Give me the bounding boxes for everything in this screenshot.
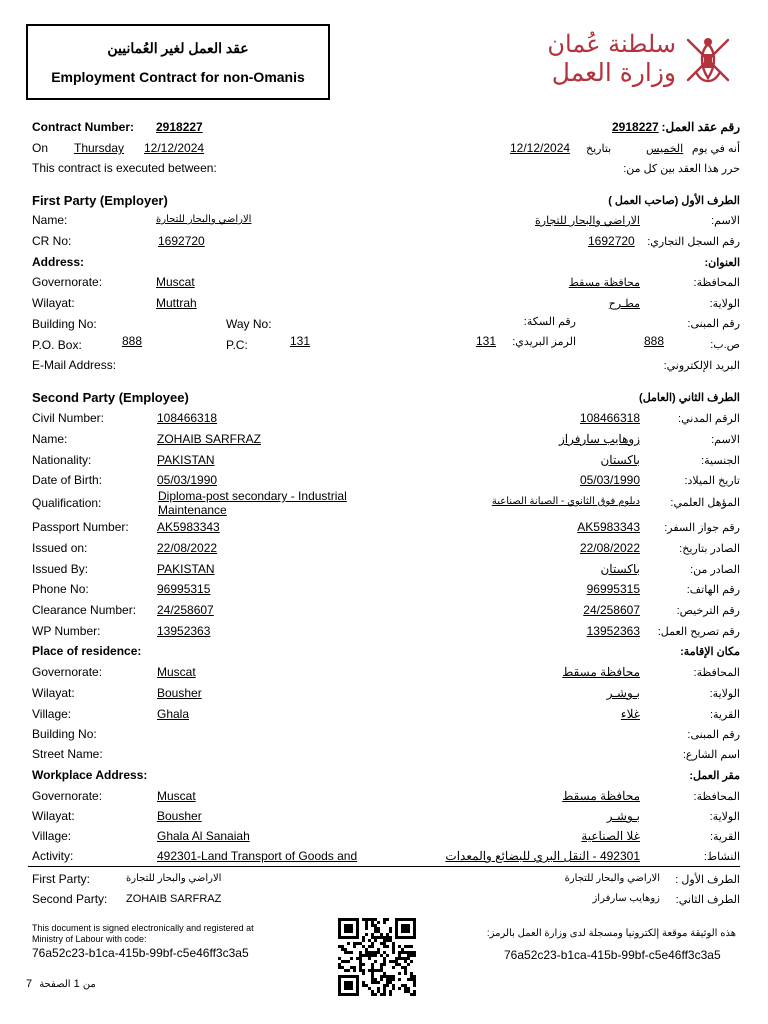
fp-pc-label-ar: الرمز البريدي: (512, 336, 576, 348)
field-label: Passport Number: (32, 520, 129, 534)
signed-note-line2: Ministry of Labour with code: (32, 934, 147, 944)
fp-name-label: Name: (32, 213, 68, 227)
fp-pobox-value-ar: 888 (644, 334, 665, 348)
field-label-ar: الرقم المدني: (678, 413, 740, 425)
field-value: Ghala Al Sanaiah (157, 829, 250, 843)
field-value: 24/258607 (157, 603, 214, 618)
date-value: 12/12/2024 (144, 141, 205, 155)
fp-cr-label-ar: رقم السجل التجاري: (647, 236, 740, 248)
fp-wilayat-label-ar: الولاية: (709, 298, 740, 310)
field-label-ar: الاسم: (711, 433, 740, 446)
title-box (26, 24, 330, 100)
day-value: Thursday (74, 141, 125, 155)
field-label-ar: الصادر بتاريخ: (679, 542, 740, 555)
field-value: 05/03/1990 (157, 473, 218, 488)
contract-number-label-ar: رقم عقد العمل: (661, 120, 740, 134)
registration-code-ar: 76a52c23-b1ca-415b-99bf-c5e46ff3c3a5 (504, 948, 721, 962)
fp-pc-value: 131 (290, 334, 311, 348)
field-label-ar: رقم تصريح العمل: (657, 626, 740, 638)
field-label-ar: القرية: (709, 708, 740, 721)
footer-first-party-label: First Party: (32, 872, 91, 886)
fp-cr-label: CR No: (32, 234, 72, 248)
field-value-ar: 22/08/2022 (579, 540, 640, 555)
qualification-label-ar: المؤهل العلمي: (670, 497, 740, 509)
field-value: 492301-Land Transport of Goods and (157, 849, 358, 863)
page-indicator (26, 978, 96, 990)
residence-heading-ar: مكان الإقامة: (680, 646, 740, 658)
workplace-heading-ar: مقر العمل: (689, 770, 740, 782)
field-value: 108466318 (157, 411, 218, 425)
fp-pc-label: P.C: (226, 338, 248, 352)
field-label: WP Number: (32, 624, 101, 638)
page-of-label: من (82, 979, 96, 990)
qualification-value-line1: Diploma-post secondary - Industrial (158, 489, 347, 503)
fp-pobox-value: 888 (122, 334, 143, 348)
field-label: Wilayat: (32, 809, 75, 823)
logo-text-line1: سلطنة عُمان (547, 30, 676, 58)
res-street-label: Street Name: (32, 747, 103, 761)
field-label: Nationality: (32, 452, 92, 467)
field-value: 96995315 (157, 582, 211, 597)
field-value-ar: غلاء (620, 706, 640, 721)
logo-text-line2: وزارة العمل (551, 58, 676, 87)
field-value: 13952363 (157, 624, 211, 638)
field-label-ar: رقم جواز السفر: (664, 522, 740, 534)
field-value-ar: 492301 - النقل البري للبضائع والمعدات (445, 849, 640, 863)
res-street-label-ar: اسم الشارع: (682, 749, 740, 761)
page-total: 7 (26, 978, 33, 990)
page-current: 1 (73, 978, 80, 990)
res-building-label-ar: رقم المبنى: (687, 729, 740, 741)
fp-governorate-value: Muscat (156, 275, 195, 289)
field-value-ar: 24/258607 (583, 603, 640, 618)
signed-note-ar: هذه الوثيقة موقعة إلكترونيا ومسجلة لدى وزارة العمل بالرمز: (486, 928, 736, 939)
field-label: Date of Birth: (32, 473, 103, 488)
footer-first-party-label-ar: الطرف الأول : (675, 874, 740, 886)
field-value-ar: 96995315 (586, 582, 640, 597)
qualification-label: Qualification: (32, 496, 102, 510)
fp-pobox-label-ar: ص.ب: (710, 339, 740, 351)
field-label-ar: الصادر من: (690, 563, 740, 576)
field-label: Governorate: (32, 789, 103, 803)
field-value: Muscat (157, 665, 196, 679)
on-label: On (32, 141, 49, 155)
field-label: Clearance Number: (32, 603, 137, 618)
residence-heading: Place of residence: (32, 644, 142, 658)
second-party-heading: Second Party (Employee) (32, 390, 189, 405)
contract-number-value: 2918227 (156, 120, 203, 134)
field-value-ar: 108466318 (579, 411, 640, 425)
field-value: AK5983343 (157, 520, 220, 534)
field-label-ar: المحافظة: (693, 791, 740, 803)
field-label-ar: تاريخ الميلاد: (684, 475, 740, 488)
registration-code: 76a52c23-b1ca-415b-99bf-c5e46ff3c3a5 (32, 946, 249, 960)
contract-number-value-ar: 2918227 (612, 120, 659, 134)
field-label: Activity: (32, 849, 74, 863)
oman-emblem-icon (682, 30, 734, 88)
footer-second-party-value: ZOHAIB SARFRAZ (126, 893, 222, 905)
field-value-ar: 05/03/1990 (579, 473, 640, 488)
footer-second-party-label-ar: الطرف الثاني: (675, 894, 740, 906)
field-label-ar: الولاية: (709, 811, 740, 823)
fp-way-label-ar: رقم السكة: (523, 316, 576, 328)
footer-second-party-label: Second Party: (32, 892, 108, 906)
fp-wilayat-label: Wilayat: (32, 296, 75, 310)
field-label-ar: رقم الهاتف: (686, 584, 740, 597)
field-label: Civil Number: (32, 411, 105, 425)
field-label: Phone No: (32, 582, 89, 597)
fp-governorate-value-ar: محافظة مسقط (568, 277, 640, 289)
field-value-ar: AK5983343 (577, 520, 640, 534)
field-label-ar: الجنسية: (701, 454, 740, 467)
field-label: Village: (32, 829, 72, 843)
field-value-ar: 13952363 (586, 624, 640, 638)
field-value-ar: بـوشـر (606, 685, 640, 700)
field-value: 22/08/2022 (157, 540, 218, 555)
fp-address-label: Address: (32, 255, 85, 269)
fp-name-value: الاراضي والبحار للتجارة (156, 214, 252, 225)
day-value-ar: الخميس (646, 143, 684, 155)
title-arabic: عقد العمل لغير العُمانيين (107, 40, 249, 56)
field-label: Village: (32, 706, 72, 721)
fp-wilayat-value: Muttrah (156, 296, 197, 310)
field-label-ar: القرية: (709, 831, 740, 843)
field-value: Bousher (157, 809, 202, 823)
date-label-ar: بتاريخ (586, 143, 612, 155)
footer-first-party-value-ar: الاراضي والبحار للتجارة (564, 873, 660, 884)
field-label: Issued By: (32, 561, 89, 576)
fp-pobox-label: P.O. Box: (32, 338, 82, 352)
fp-cr-value: 1692720 (158, 234, 205, 248)
fp-pc-value-ar: 131 (476, 334, 497, 348)
footer-divider (28, 866, 740, 867)
first-party-heading-ar: الطرف الأول (صاحب العمل ) (608, 195, 740, 207)
field-value-ar: بـوشـر (606, 809, 640, 823)
qualification-value-line2: Maintenance (158, 503, 227, 517)
field-value: PAKISTAN (157, 561, 215, 576)
res-building-label: Building No: (32, 727, 97, 741)
ministry-logo (526, 28, 742, 90)
title-english: Employment Contract for non-Omanis (51, 69, 305, 85)
field-value: ZOHAIB SARFRAZ (157, 431, 262, 446)
fp-governorate-label: Governorate: (32, 275, 103, 289)
fp-email-label-ar: البريد الإلكتروني: (663, 360, 740, 372)
fp-name-label-ar: الاسم: (711, 215, 740, 227)
footer-second-party-value-ar: زوهايب سارفراز (592, 893, 660, 904)
field-value-ar: محافظة مسقط (562, 789, 640, 803)
fp-name-value-ar: الاراضي والبحار للتجارة (535, 215, 640, 227)
field-label-ar: الولاية: (709, 687, 740, 700)
field-label-ar: المحافظة: (693, 667, 740, 679)
second-party-heading-ar: الطرف الثاني (العامل) (639, 392, 740, 404)
contract-number-label: Contract Number: (32, 120, 135, 134)
fp-cr-value-ar: 1692720 (588, 234, 635, 248)
fp-governorate-label-ar: المحافظة: (693, 277, 740, 289)
qualification-value-ar: دبلوم فوق الثانوي - الصيانة الصناعية (491, 496, 640, 507)
first-party-heading: First Party (Employer) (32, 193, 168, 208)
fp-wilayat-value-ar: مطـرح (608, 298, 640, 310)
fp-email-label: E-Mail Address: (32, 358, 117, 372)
field-value-ar: زوهايب سارفراز (558, 431, 640, 446)
field-value: Ghala (157, 706, 190, 721)
workplace-heading: Workplace Address: (32, 768, 148, 782)
qr-code-icon (338, 918, 416, 996)
field-value-ar: محافظة مسقط (562, 665, 640, 679)
signed-note-line1: This document is signed electronically and registered at (32, 923, 254, 933)
footer-first-party-value: الاراضي والبحار للتجارة (126, 873, 222, 884)
executed-label: This contract is executed between: (32, 161, 217, 175)
fp-way-label: Way No: (226, 317, 272, 331)
field-label: Wilayat: (32, 685, 75, 700)
field-value: Muscat (157, 789, 196, 803)
fp-building-label-ar: رقم المبنى: (687, 318, 740, 330)
field-label: Governorate: (32, 665, 103, 679)
field-label-ar: النشاط: (703, 851, 740, 863)
field-label-ar: رقم الترخيص: (676, 605, 740, 618)
on-label-ar: أنه في يوم (691, 143, 740, 155)
fp-building-label: Building No: (32, 317, 97, 331)
field-value-ar: باكستان (600, 452, 640, 467)
executed-label-ar: حرر هذا العقد بين كل من: (623, 163, 740, 175)
field-value-ar: باكستان (600, 561, 640, 576)
date-value-ar: 12/12/2024 (510, 141, 571, 155)
field-value-ar: غلا الصناعية (581, 829, 640, 843)
page-label: الصفحة (39, 979, 71, 990)
fp-address-label-ar: العنوان: (704, 257, 740, 269)
field-value: Bousher (157, 685, 202, 700)
field-value: PAKISTAN (157, 452, 215, 467)
field-label: Issued on: (32, 540, 88, 555)
field-label: Name: (32, 431, 68, 446)
